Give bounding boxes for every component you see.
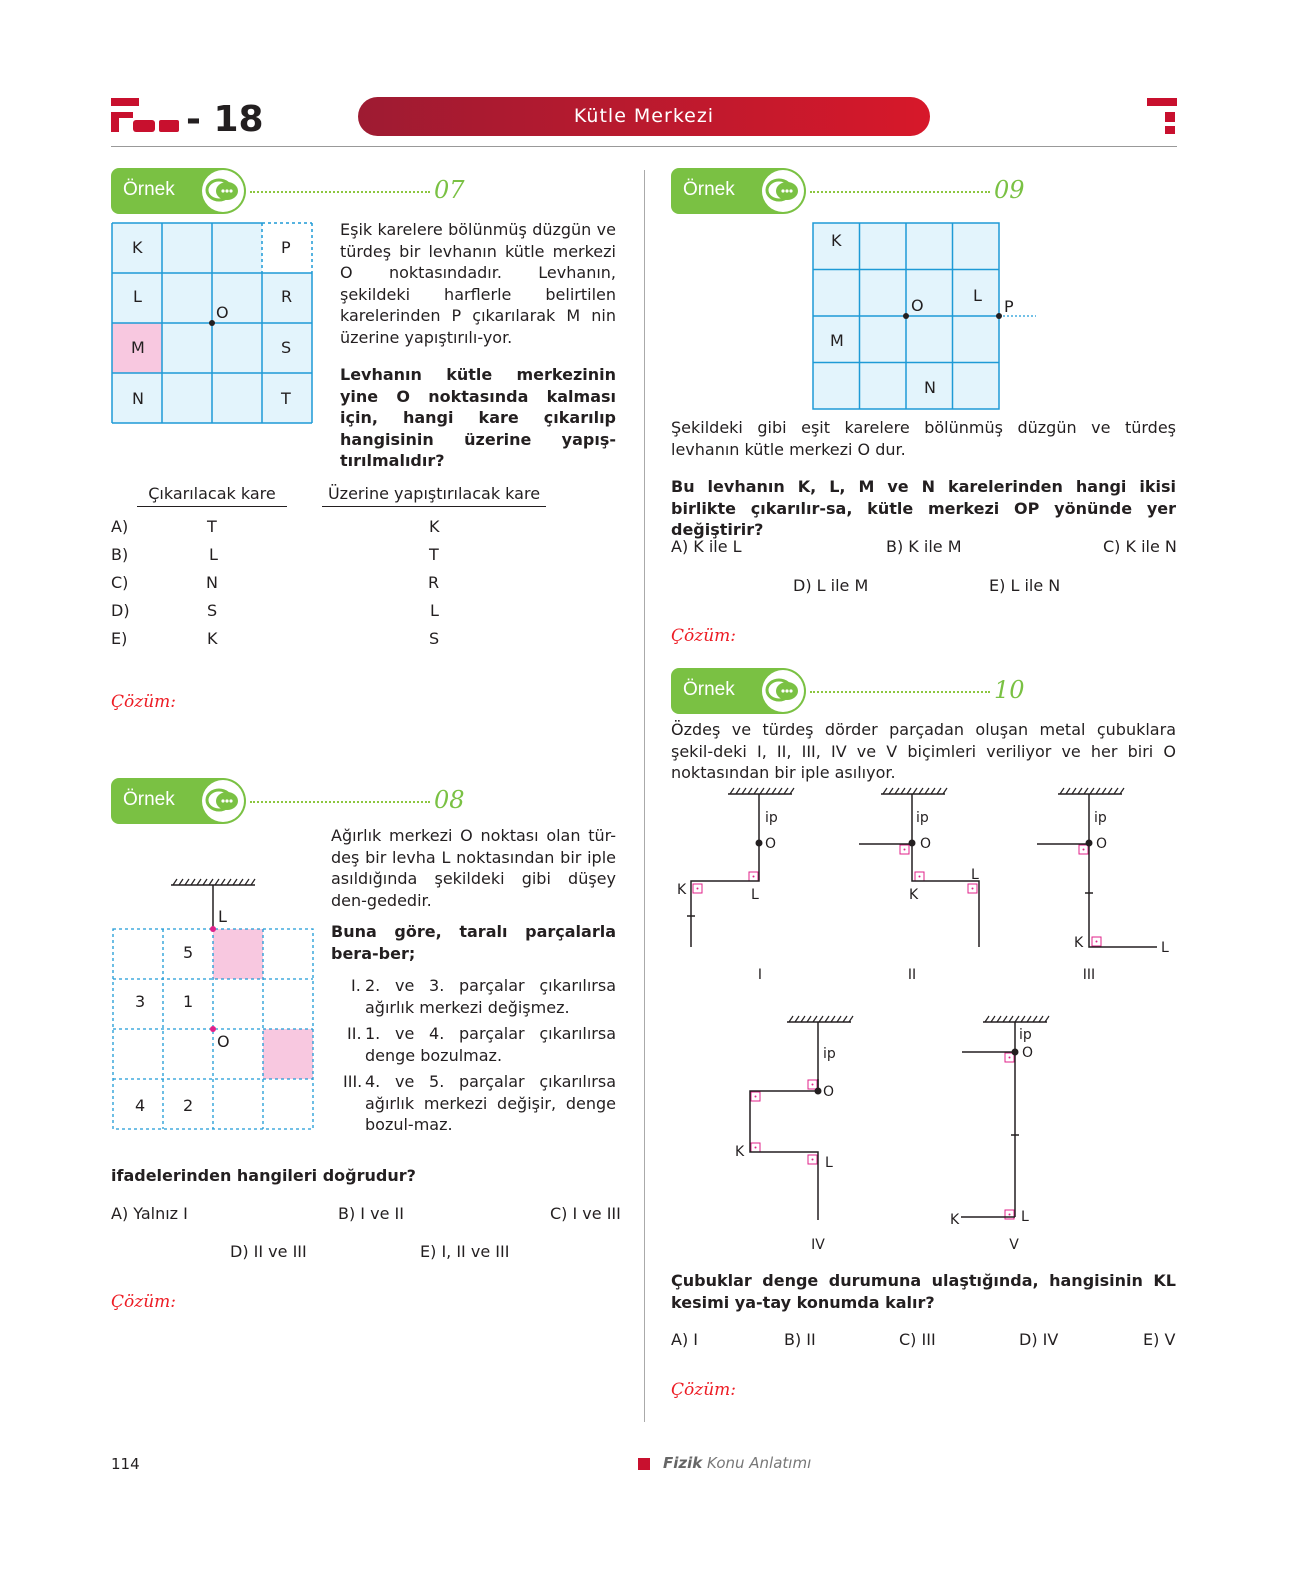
option-c[interactable]: C) K ile N	[1103, 537, 1177, 556]
solution-label: Çözüm:	[111, 692, 176, 712]
col-header-glued: Üzerine yapıştırılacak kare	[322, 483, 546, 507]
grid-label-2: 2	[183, 1096, 194, 1115]
statement-text: 1. ve 4. parçalar çıkarılırsa denge bozulmaz.	[365, 1024, 616, 1065]
page-number: 114	[111, 1455, 140, 1473]
solution-label: Çözüm:	[111, 1292, 176, 1312]
statement-3	[343, 1071, 616, 1136]
solution-label: Çözüm:	[671, 1380, 736, 1400]
option-e[interactable]: E) I, II ve III	[420, 1242, 510, 1261]
example-badge-09	[671, 168, 806, 214]
label-k: K	[950, 1212, 960, 1228]
statement-number: II.	[347, 1024, 362, 1043]
badge-dots	[810, 691, 990, 693]
option-d[interactable]: D) II ve III	[230, 1242, 307, 1261]
statement-text: 4. ve 5. parçalar çıkarılırsa ağırlık merkezi değişir, denge bozul-maz.	[365, 1072, 616, 1134]
label-l: L	[751, 887, 759, 903]
option-letter: B)	[111, 545, 129, 564]
chat-icon	[202, 780, 244, 822]
option-letter: A)	[111, 517, 129, 536]
solution-label: Çözüm:	[671, 626, 736, 646]
grid-label-5: 5	[183, 943, 194, 962]
ex08-text: Ağırlık merkezi O noktası olan tür-deş bir levha L noktasından bir iple asıldığında şekildeki gibi düşey den-gededir.	[331, 826, 616, 910]
ex08-ask: ifadelerinden hangileri doğrudur?	[111, 1166, 416, 1185]
option-a[interactable]: A) K ile L	[671, 537, 742, 556]
book-title-rest: Konu Anlatımı	[702, 1454, 812, 1472]
ex10-question: Çubuklar denge durumuna ulaştığında, hangisinin KL kesimi ya-tay konumda kalır?	[671, 1271, 1176, 1312]
grid-label-k: K	[831, 231, 842, 250]
remove-square: N	[206, 573, 218, 592]
unit-number: - 18	[186, 99, 264, 140]
answer-row-b[interactable]	[111, 544, 551, 566]
grid-label-r: R	[281, 287, 293, 306]
statement-number: III.	[343, 1072, 363, 1091]
label-ip: ip	[823, 1046, 836, 1062]
grid-label-m: M	[830, 331, 844, 350]
label-o: O	[1096, 836, 1108, 852]
example-badge-08	[111, 778, 246, 824]
label-ip: ip	[765, 810, 778, 826]
option-b[interactable]: B) II	[784, 1330, 816, 1349]
option-d[interactable]: D) IV	[1019, 1330, 1059, 1349]
chat-icon	[762, 670, 804, 712]
option-e[interactable]: E) L ile N	[989, 576, 1061, 595]
badge-label: Örnek	[123, 179, 175, 200]
grid-label-t: T	[281, 389, 291, 408]
label-k: K	[735, 1144, 745, 1160]
option-letter: E)	[111, 629, 128, 648]
glue-square: S	[429, 629, 440, 648]
grid-label-n: N	[132, 389, 144, 408]
col-header-removed: Çıkarılacak kare	[137, 483, 287, 507]
answer-row-a[interactable]	[111, 516, 551, 538]
example-number: 08	[434, 786, 465, 814]
label-ip: ip	[1019, 1027, 1032, 1043]
fig-label-i: I	[757, 967, 763, 983]
grid-label-4: 4	[135, 1096, 146, 1115]
glue-square: L	[430, 601, 439, 620]
remove-square: L	[209, 545, 218, 564]
chapter-title-bar	[358, 97, 930, 136]
glue-square: T	[429, 545, 439, 564]
label-o: O	[823, 1084, 835, 1100]
logo	[111, 98, 181, 136]
grid-label-m: M	[131, 338, 145, 357]
grid-label-p: P	[281, 238, 291, 257]
grid-label-o: O	[911, 296, 924, 315]
example-number: 09	[994, 176, 1025, 204]
option-d[interactable]: D) L ile M	[793, 576, 869, 595]
fig-label-ii: II	[907, 967, 917, 983]
badge-label: Örnek	[683, 679, 735, 700]
fig-label-iv: IV	[811, 1237, 825, 1253]
label-l: L	[1161, 940, 1169, 956]
grid-label-o: O	[216, 303, 229, 322]
label-o: O	[1022, 1045, 1034, 1061]
glue-square: K	[429, 517, 440, 536]
remove-square: S	[207, 601, 218, 620]
example-number: 10	[994, 676, 1025, 704]
grid-label-n: N	[924, 378, 936, 397]
ex09-text: Şekildeki gibi eşit karelere bölünmüş düzgün ve türdeş levhanın kütle merkezi O dur.	[671, 418, 1176, 459]
book-title-bold: Fizik	[663, 1454, 703, 1472]
answer-row-d[interactable]	[111, 600, 551, 622]
answer-row-e[interactable]	[111, 628, 551, 650]
fig-label-iii: III	[1082, 967, 1096, 983]
chat-icon	[202, 170, 244, 212]
option-e[interactable]: E) V	[1143, 1330, 1176, 1349]
grid-label-o: O	[217, 1032, 230, 1051]
badge-label: Örnek	[683, 179, 735, 200]
option-letter: D)	[111, 601, 130, 620]
corner-logo-icon	[1147, 98, 1177, 136]
option-b[interactable]: B) I ve II	[338, 1204, 404, 1223]
label-k: K	[909, 887, 919, 903]
label-o: O	[765, 836, 777, 852]
glue-square: R	[428, 573, 440, 592]
option-b[interactable]: B) K ile M	[886, 537, 962, 556]
label-ip: ip	[1094, 810, 1107, 826]
grid-label-s: S	[281, 338, 292, 357]
statement-text: 2. ve 3. parçalar çıkarılırsa ağırlık merkezi değişmez.	[365, 976, 616, 1017]
label-k: K	[1074, 935, 1084, 951]
label-l: L	[825, 1155, 833, 1171]
grid-label-k: K	[132, 238, 143, 257]
remove-square: K	[207, 629, 218, 648]
label-k: K	[677, 882, 687, 898]
book-title	[663, 1454, 811, 1472]
fig-label-v: V	[1009, 1237, 1019, 1253]
grid-label-l: L	[218, 907, 227, 926]
example-number: 07	[434, 176, 465, 204]
badge-dots	[250, 801, 430, 803]
answer-row-c[interactable]	[111, 572, 551, 594]
statement-1	[343, 975, 616, 1018]
option-letter: C)	[111, 573, 129, 592]
grid-label-l: L	[133, 287, 142, 306]
column-divider	[644, 170, 645, 1422]
grid-label-3: 3	[135, 992, 146, 1011]
label-l: L	[1021, 1209, 1029, 1225]
example-badge-07	[111, 168, 246, 214]
badge-label: Örnek	[123, 789, 175, 810]
label-o: O	[920, 836, 932, 852]
ex10-text: Özdeş ve türdeş dörder parçadan oluşan metal çubuklara şekil-deki I, II, III, IV ve V biçimleri veriliyor ve her biri O noktasından bir iple asılıyor.	[671, 720, 1176, 782]
ex09-question: Bu levhanın K, L, M ve N karelerinden hangi ikisi birlikte çıkarılır-sa, kütle merkezi OP yönünde yer değiştirir?	[671, 477, 1176, 539]
badge-dots	[810, 191, 990, 193]
ex08-question: Buna göre, taralı parçalarla bera-ber;	[331, 922, 616, 963]
grid-label-1: 1	[183, 992, 194, 1011]
statement-number: I.	[351, 976, 361, 995]
grid-label-p: P	[1004, 297, 1014, 316]
chat-icon	[762, 170, 804, 212]
chapter-title: Kütle Merkezi	[573, 105, 715, 127]
badge-dots	[250, 191, 430, 193]
header-rule	[111, 146, 1177, 147]
grid-label-l: L	[973, 286, 982, 305]
label-ip: ip	[916, 810, 929, 826]
ex10-figures	[660, 780, 1180, 1260]
label-l: L	[971, 867, 979, 883]
option-a[interactable]: A) I	[671, 1330, 698, 1349]
example-badge-10	[671, 668, 806, 714]
ex07-question: Levhanın kütle merkezinin yine O noktasında kalması için, hangi kare çıkarılıp hangisinin üzerine yapış-tırılmalıdır?	[340, 365, 616, 470]
footer-square-icon	[638, 1458, 650, 1470]
option-c[interactable]: C) I ve III	[550, 1204, 621, 1223]
remove-square: T	[207, 517, 217, 536]
option-a[interactable]: A) Yalnız I	[111, 1204, 188, 1223]
statement-2	[343, 1023, 616, 1066]
logo-graphic	[111, 98, 181, 136]
option-c[interactable]: C) III	[899, 1330, 936, 1349]
ex07-text: Eşik karelere bölünmüş düzgün ve türdeş bir levhanın kütle merkezi O noktasındadır. Levhanın, şekildeki harflerle belirtilen karelerinden P çıkarılarak M nin üzerine yapıştırılı-yor.	[340, 220, 616, 347]
